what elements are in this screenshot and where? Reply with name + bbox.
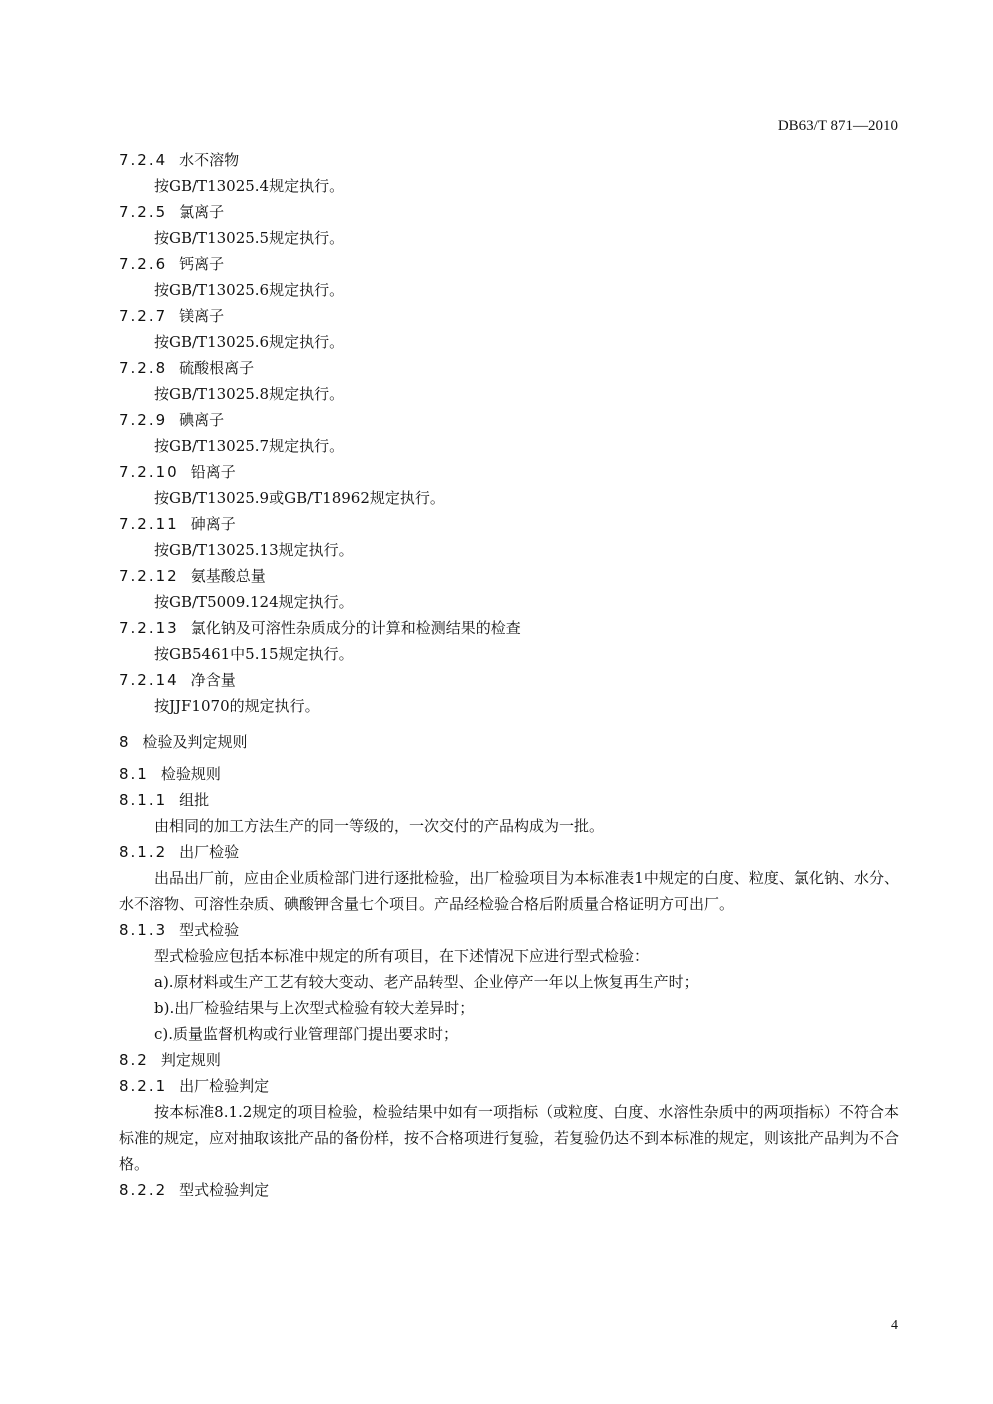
paragraph: 按GB/T13025.6规定执行。 [154, 333, 345, 351]
section-number: 8.1 [119, 765, 149, 783]
section-heading [119, 1177, 899, 1203]
section-heading [119, 199, 899, 225]
section-number: 7.2.10 [119, 463, 179, 481]
section-heading [119, 251, 899, 277]
section-heading [119, 1047, 899, 1073]
section-number: 7.2.13 [119, 619, 179, 637]
paragraph: c).质量监督机构或行业管理部门提出要求时； [154, 1025, 459, 1043]
section-number: 7.2.8 [119, 359, 168, 377]
section-title: 型式检验判定 [179, 1181, 270, 1199]
section-number: 7.2.4 [119, 151, 168, 169]
section-title: 检验及判定规则 [142, 733, 248, 751]
section-title: 检验规则 [160, 765, 221, 783]
paragraph: 按GB5461中5.15规定执行。 [154, 645, 354, 663]
section-title: 组批 [179, 791, 210, 809]
section-heading [119, 563, 899, 589]
section-heading [119, 147, 899, 173]
section-heading [119, 615, 899, 641]
paragraph: a).原材料或生产工艺有较大变动、老产品转型、企业停产一年以上恢复再生产时； [154, 973, 699, 991]
section-heading [119, 787, 899, 813]
document-body [119, 147, 899, 1203]
section-title: 氯化钠及可溶性杂质成分的计算和检测结果的检查 [190, 619, 521, 637]
section-number: 7.2.5 [119, 203, 168, 221]
section-title: 判定规则 [160, 1051, 221, 1069]
section-heading [119, 303, 899, 329]
section-number: 8.1.3 [119, 921, 168, 939]
paragraph: 按本标准8.1.2规定的项目检验，检验结果中如有一项指标（或粒度、白度、水溶性杂质中的两项指标）不符合本标准的规定，应对抽取该批产品的备份样，按不合格项进行复验，若复验仍达不到本标准的规定，则该批产品判为不合格。 [119, 1103, 900, 1173]
section-title: 出厂检验判定 [179, 1077, 270, 1095]
section-number: 7.2.11 [119, 515, 179, 533]
section-number: 7.2.6 [119, 255, 168, 273]
section-number: 7.2.7 [119, 307, 168, 325]
paragraph: 按GB/T13025.4规定执行。 [154, 177, 345, 195]
paragraph: 按GB/T13025.7规定执行。 [154, 437, 345, 455]
section-number: 8.2.2 [119, 1181, 168, 1199]
section-title: 镁离子 [179, 307, 225, 325]
paragraph: 按GB/T13025.8规定执行。 [154, 385, 345, 403]
paragraph: b).出厂检验结果与上次型式检验有较大差异时； [154, 999, 475, 1017]
paragraph: 按GB/T13025.13规定执行。 [154, 541, 354, 559]
section-title: 出厂检验 [179, 843, 240, 861]
section-title: 净含量 [190, 671, 236, 689]
section-number: 8.1.1 [119, 791, 168, 809]
section-number: 8.2 [119, 1051, 149, 1069]
section-number: 7.2.12 [119, 567, 179, 585]
section-title: 硫酸根离子 [179, 359, 255, 377]
paragraph: 按GB/T13025.6规定执行。 [154, 281, 345, 299]
paragraph: 按GB/T5009.124规定执行。 [154, 593, 354, 611]
section-heading [119, 1073, 899, 1099]
section-number: 8.2.1 [119, 1077, 168, 1095]
paragraph: 按JJF1070的规定执行。 [154, 697, 320, 715]
section-heading [119, 407, 899, 433]
section-title: 水不溶物 [179, 151, 240, 169]
paragraph: 按GB/T13025.9或GB/T18962规定执行。 [154, 489, 445, 507]
section-heading [119, 459, 899, 485]
section-title: 碘离子 [179, 411, 225, 429]
section-number: 8 [119, 733, 131, 751]
section-heading [119, 839, 899, 865]
section-title: 钙离子 [179, 255, 225, 273]
section-title: 氯离子 [179, 203, 225, 221]
section-heading [119, 511, 899, 537]
document-code: DB63/T 871—2010 [777, 118, 898, 134]
section-title: 砷离子 [190, 515, 236, 533]
section-number: 8.1.2 [119, 843, 168, 861]
section-title: 铅离子 [190, 463, 236, 481]
paragraph: 型式检验应包括本标准中规定的所有项目，在下述情况下应进行型式检验： [154, 947, 650, 965]
paragraph: 由相同的加工方法生产的同一等级的，一次交付的产品构成为一批。 [154, 817, 605, 835]
section-number: 7.2.9 [119, 411, 168, 429]
section-heading [119, 761, 899, 787]
section-title: 型式检验 [179, 921, 240, 939]
page-number: 4 [891, 1318, 898, 1333]
chapter-heading [119, 729, 899, 755]
section-heading [119, 667, 899, 693]
section-heading [119, 917, 899, 943]
section-title: 氨基酸总量 [190, 567, 266, 585]
paragraph: 出品出厂前，应由企业质检部门进行逐批检验，出厂检验项目为本标准表1中规定的白度、粒度、氯化钠、水分、水不溶物、可溶性杂质、碘酸钾含量七个项目。产品经检验合格后附质量合格证明方可出厂。 [119, 869, 899, 913]
paragraph: 按GB/T13025.5规定执行。 [154, 229, 345, 247]
section-number: 7.2.14 [119, 671, 179, 689]
section-heading [119, 355, 899, 381]
